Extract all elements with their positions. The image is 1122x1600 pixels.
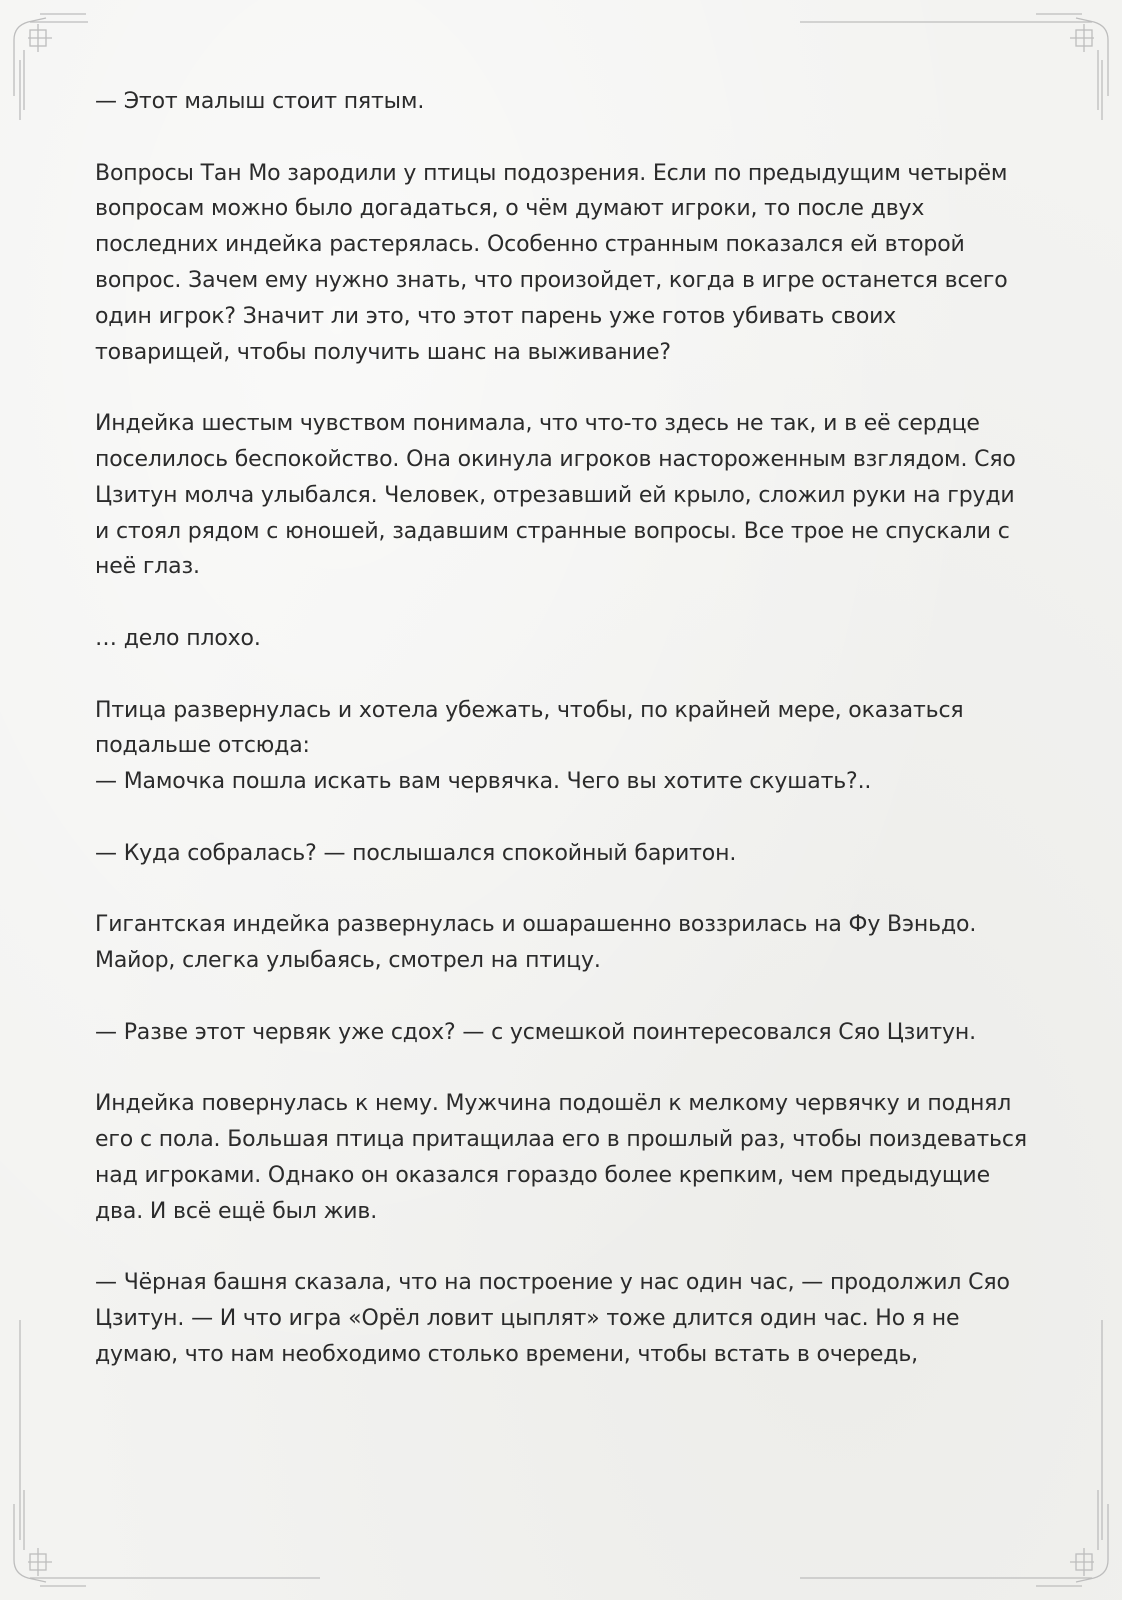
paragraph: Птица развернулась и хотела убежать, чтобы, по крайней мере, оказаться подальше отсюда: xyxy=(95,697,964,759)
paragraph: — Этот малыш стоит пятым. xyxy=(95,89,425,114)
paragraph: Вопросы Тан Мо зародили у птицы подозрения. Если по предыдущим четырём вопросам можно было догадаться, о чём думают игроки, то после двух последних индейка растерялась. Особенно странным показался ей второй вопрос. Зачем ему нужно знать, что произойдет, когда в игре останется всего один игрок? Значит ли это, что этот парень уже готов убивать своих товарищей, чтобы получить шанс на выживание? xyxy=(95,160,1008,365)
document-body xyxy=(95,84,1035,1408)
paragraph: — Разве этот червяк уже сдох? — с усмешкой поинтересовался Сяо Цзитун. xyxy=(95,1019,976,1045)
paragraph: — Чёрная башня сказала, что на построение у нас один час, — продолжил Сяо Цзитун. — И что игра «Орёл ловит цыплят» тоже длится один час. Но я не думаю, что нам необходимо столько времени, чтобы встать в очередь, xyxy=(95,1270,1010,1367)
corner-ornament-top-left xyxy=(14,14,88,120)
paragraph: Индейка повернулась к нему. Мужчина подошёл к мелкому червячку и поднял его с пола. Большая птица притащилаа его в прошлый раз, чтобы поиздеваться над игроками. Однако он оказался гораздо более крепким, чем предыдущие два. И всё ещё был жив. xyxy=(95,1091,1027,1224)
paragraph: … дело плохо. xyxy=(95,625,261,651)
paragraph: — Куда собралась? — послышался спокойный баритон. xyxy=(95,840,737,866)
paragraph: Индейка шестым чувством понимала, что что-то здесь не так, и в её сердце поселилось беспокойство. Она окинула игроков настороженным взглядом. Сяо Цзитун молча улыбался. Человек, отрезавший ей крыло, сложил руки на груди и стоял рядом с юношей, задавшим странные вопросы. Все трое не спускали с неё глаз. xyxy=(95,411,1016,580)
paragraph: — Мамочка пошла искать вам червячка. Чего вы хотите скушать?.. xyxy=(95,769,872,795)
paragraph: Гигантская индейка развернулась и ошарашенно воззрилась на Фу Вэньдо. Майор, слегка улыбаясь, смотрел на птицу. xyxy=(95,912,977,974)
